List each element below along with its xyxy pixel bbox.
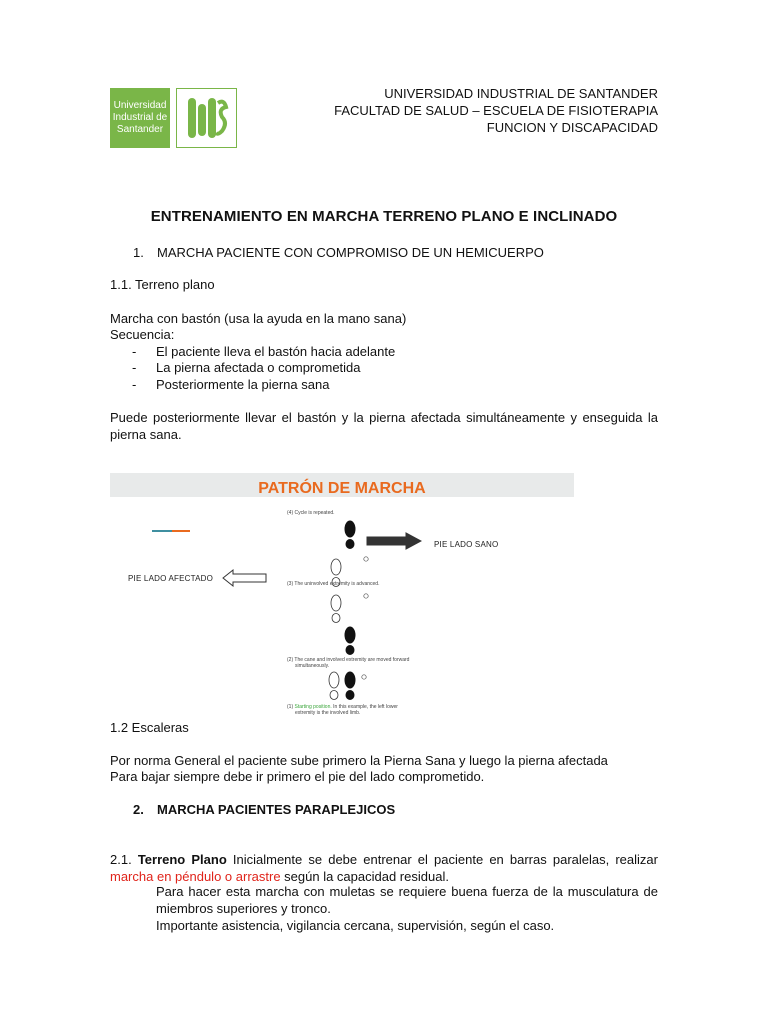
footprint-outline-icon xyxy=(329,594,343,624)
caption-step-4: (4) Cycle is repeated. xyxy=(287,510,335,516)
subsection-2-1-title: Terreno Plano xyxy=(137,852,227,867)
section-2-number: 2. xyxy=(133,802,144,817)
stairs-line-1: Por norma General el paciente sube primero la Pierna Sana y luego la pierna afectada xyxy=(110,753,608,768)
cane-point-icon xyxy=(363,556,369,562)
sequence-item: Posteriormente la pierna sana xyxy=(156,377,330,392)
sequence-item: La pierna afectada o comprometida xyxy=(156,360,361,375)
cane-gait-line: Marcha con bastón (usa la ayuda en la mano sana) xyxy=(110,311,407,326)
arrow-right-icon xyxy=(366,532,422,550)
section-2-heading: MARCHA PACIENTES PARAPLEJICOS xyxy=(157,802,396,817)
logo-line: Santander xyxy=(116,124,164,135)
logo-line: Universidad xyxy=(113,100,167,111)
institution-header xyxy=(334,85,658,136)
bullet-dash: - xyxy=(132,360,137,375)
label-affected-foot: PIE LADO AFECTADO xyxy=(128,574,214,583)
flat-terrain-text-end: según la capacidad residual. xyxy=(280,869,449,884)
footprint-outline-icon xyxy=(327,671,341,701)
bullet-dash: - xyxy=(132,377,137,392)
logo-line: Industrial de xyxy=(112,112,168,123)
footprint-solid-icon xyxy=(343,520,357,550)
caption-step-2-cont: simultaneously. xyxy=(295,663,330,669)
subsection-1-2: 1.2 Escaleras xyxy=(110,720,189,735)
subsection-2-1-number: 2.1. xyxy=(110,852,132,867)
figure-title: PATRÓN DE MARCHA xyxy=(258,480,426,497)
caption-step-1-text: In this example, the left lower xyxy=(333,704,398,710)
paragraph-cane-sequence: Puede posteriormente llevar el bastón y la pierna afectada simultáneamente y enseguida la pierna sana. xyxy=(110,410,658,442)
header-faculty: FACULTAD DE SALUD – ESCUELA DE FISIOTERAPIA xyxy=(334,103,658,118)
header-university: UNIVERSIDAD INDUSTRIAL DE SANTANDER xyxy=(384,86,658,101)
caption-step-1-number: (1) xyxy=(287,704,294,710)
pendulum-gait-highlight: marcha en péndulo o arrastre xyxy=(110,869,281,884)
caption-step-1-cont: extremity is the involved limb. xyxy=(295,710,361,716)
arrow-left-icon xyxy=(222,568,268,588)
university-logo-text-block xyxy=(110,88,170,148)
sequence-item: El paciente lleva el bastón hacia adelante xyxy=(156,344,396,359)
section-1-heading: MARCHA PACIENTE CON COMPROMISO DE UN HEMICUERPO xyxy=(157,245,544,260)
stairs-line-2: Para bajar siempre debe ir primero el pie del lado comprometido. xyxy=(110,769,485,784)
gait-pattern-figure xyxy=(110,473,574,718)
header-course: FUNCION Y DISCAPACIDAD xyxy=(486,120,658,135)
cane-point-icon xyxy=(363,593,369,599)
bullet-dash: - xyxy=(132,344,137,359)
caption-step-3: (3) The uninvolved extremity is advanced. xyxy=(287,581,380,587)
cane-point-icon xyxy=(361,674,367,680)
subsection-1-1: 1.1. Terreno plano xyxy=(110,277,215,292)
decorative-dash-orange xyxy=(172,530,190,532)
paragraph-supervision: Importante asistencia, vigilancia cercana, supervisión, según el caso. xyxy=(156,918,555,933)
flat-terrain-text: Inicialmente se debe entrenar el paciente en barras paralelas, realizar xyxy=(226,852,658,867)
footprint-solid-icon xyxy=(343,671,357,701)
paragraph-crutches: Para hacer esta marcha con muletas se requiere buena fuerza de la musculatura de miembros superiores y tronco. xyxy=(156,884,658,916)
sequence-label: Secuencia: xyxy=(110,327,175,342)
caption-starting-position: Starting position. xyxy=(294,704,332,710)
document-title: ENTRENAMIENTO EN MARCHA TERRENO PLANO E INCLINADO xyxy=(150,208,618,225)
caption-step-2: (2) The cane and involved extremity are moved forward xyxy=(287,657,410,663)
section-1-number: 1. xyxy=(133,245,144,260)
label-sound-foot: PIE LADO SANO xyxy=(434,540,499,549)
footprint-solid-icon xyxy=(343,626,357,656)
uis-emblem-logo xyxy=(176,88,237,148)
paragraph-flat-terrain xyxy=(110,851,658,885)
decorative-dash-teal xyxy=(152,530,172,532)
